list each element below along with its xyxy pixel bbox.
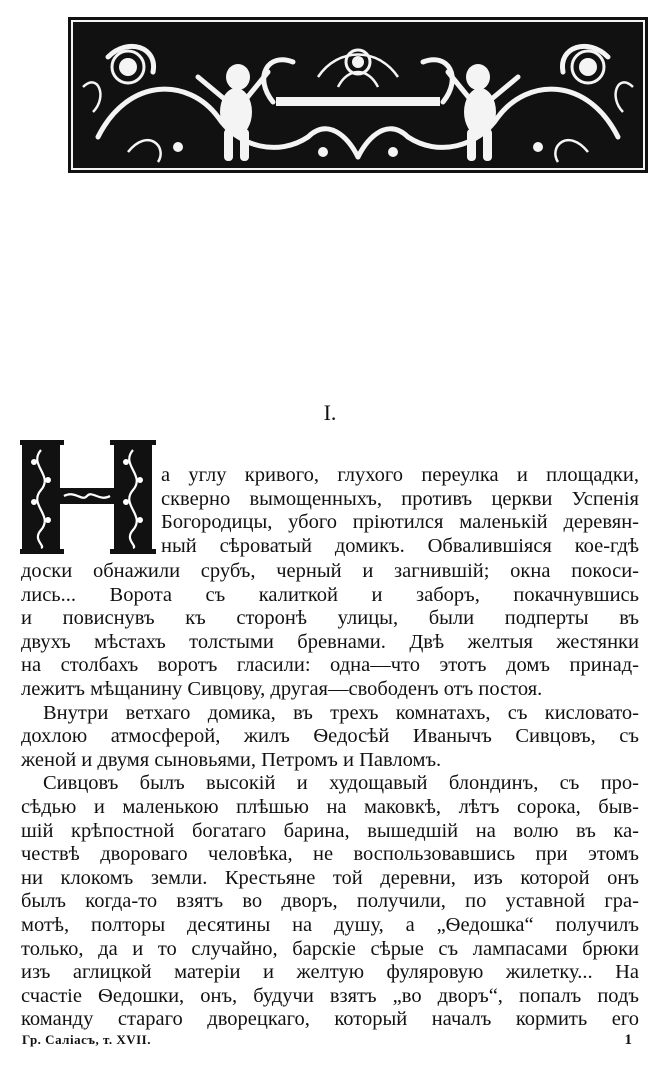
text-line: шій крѣпостной богатаго барина, вышедшій на волю въ ка- [21, 819, 639, 842]
text-line: скверно вымощенныхъ, противъ церкви Успенія [161, 487, 639, 510]
text-line: лись... Ворота съ калиткой и заборъ, покачнувшись [21, 583, 639, 606]
headpiece-ornament-image [68, 17, 648, 173]
text-line: лежитъ мѣщанину Сивцову, другая—свободенъ отъ постоя. [21, 677, 543, 700]
text-line: дохлою атмосферой, жилъ Ѳедосѣй Иванычъ Сивцовъ, съ [21, 725, 639, 748]
text-line: чествѣ двороваго человѣка, не воспользовавшись при этомъ [21, 843, 639, 866]
body-text [21, 560, 639, 1032]
signature-mark: Гр. Салiасъ, т. XVII. [22, 1032, 151, 1047]
text-line: команду стараго дворецкаго, который началъ кормить его [21, 1008, 639, 1031]
text-line: Сивцовъ былъ высокій и худощавый блондинъ, съ про- [43, 772, 639, 795]
text-line: ни клокомъ земли. Крестьяне той деревни, изъ которой онъ [21, 866, 639, 889]
text-line: и повиснувъ къ сторонѣ улицы, были подперты въ [21, 607, 639, 630]
text-line: доски обнажили срубъ, черный и загнившій; окна покоси- [21, 560, 639, 582]
opening-paragraph-lines [21, 464, 639, 558]
text-line: мотѣ, полторы десятины на душу, а „Ѳедошка“ получилъ [21, 913, 639, 936]
text-line: сѣдью и маленькою плѣшью на маковкѣ, лѣтъ сорока, быв- [21, 795, 639, 818]
page-number: 1 [624, 1032, 632, 1048]
text-line: женой и двумя сыновьями, Петромъ и Павломъ. [21, 748, 442, 771]
text-line: счастіе Ѳедошки, онъ, будучи взятъ „во дворъ“, попалъ подъ [21, 984, 639, 1007]
ornamental-headpiece [68, 17, 648, 173]
chapter-number: I. [323, 400, 337, 425]
text-line: Внутри ветхаго домика, въ трехъ комнатахъ, съ кисловато- [43, 701, 639, 724]
text-line: ный сѣроватый домикъ. Обвалившіяся кое-гдѣ [161, 534, 639, 557]
text-line: только, да и то случайно, барскіе сѣрые съ лампасами брюки [21, 937, 639, 960]
text-line: двухъ мѣстахъ толстыми бревнами. Двѣ желтыя жестянки [21, 630, 639, 653]
text-line: Богородицы, убого пріютился маленькій деревян- [161, 511, 639, 534]
text-line: былъ когда-то взятъ во дворъ, получили, по уставной гра- [21, 890, 639, 913]
text-line: на столбахъ воротъ гласили: одна—что этотъ домъ принад- [21, 654, 639, 677]
text-line: изъ аглицкой матеріи и желтую фуляровую жилетку... На [21, 961, 639, 984]
text-line: а углу кривого, глухого переулка и площадки, [161, 464, 639, 486]
